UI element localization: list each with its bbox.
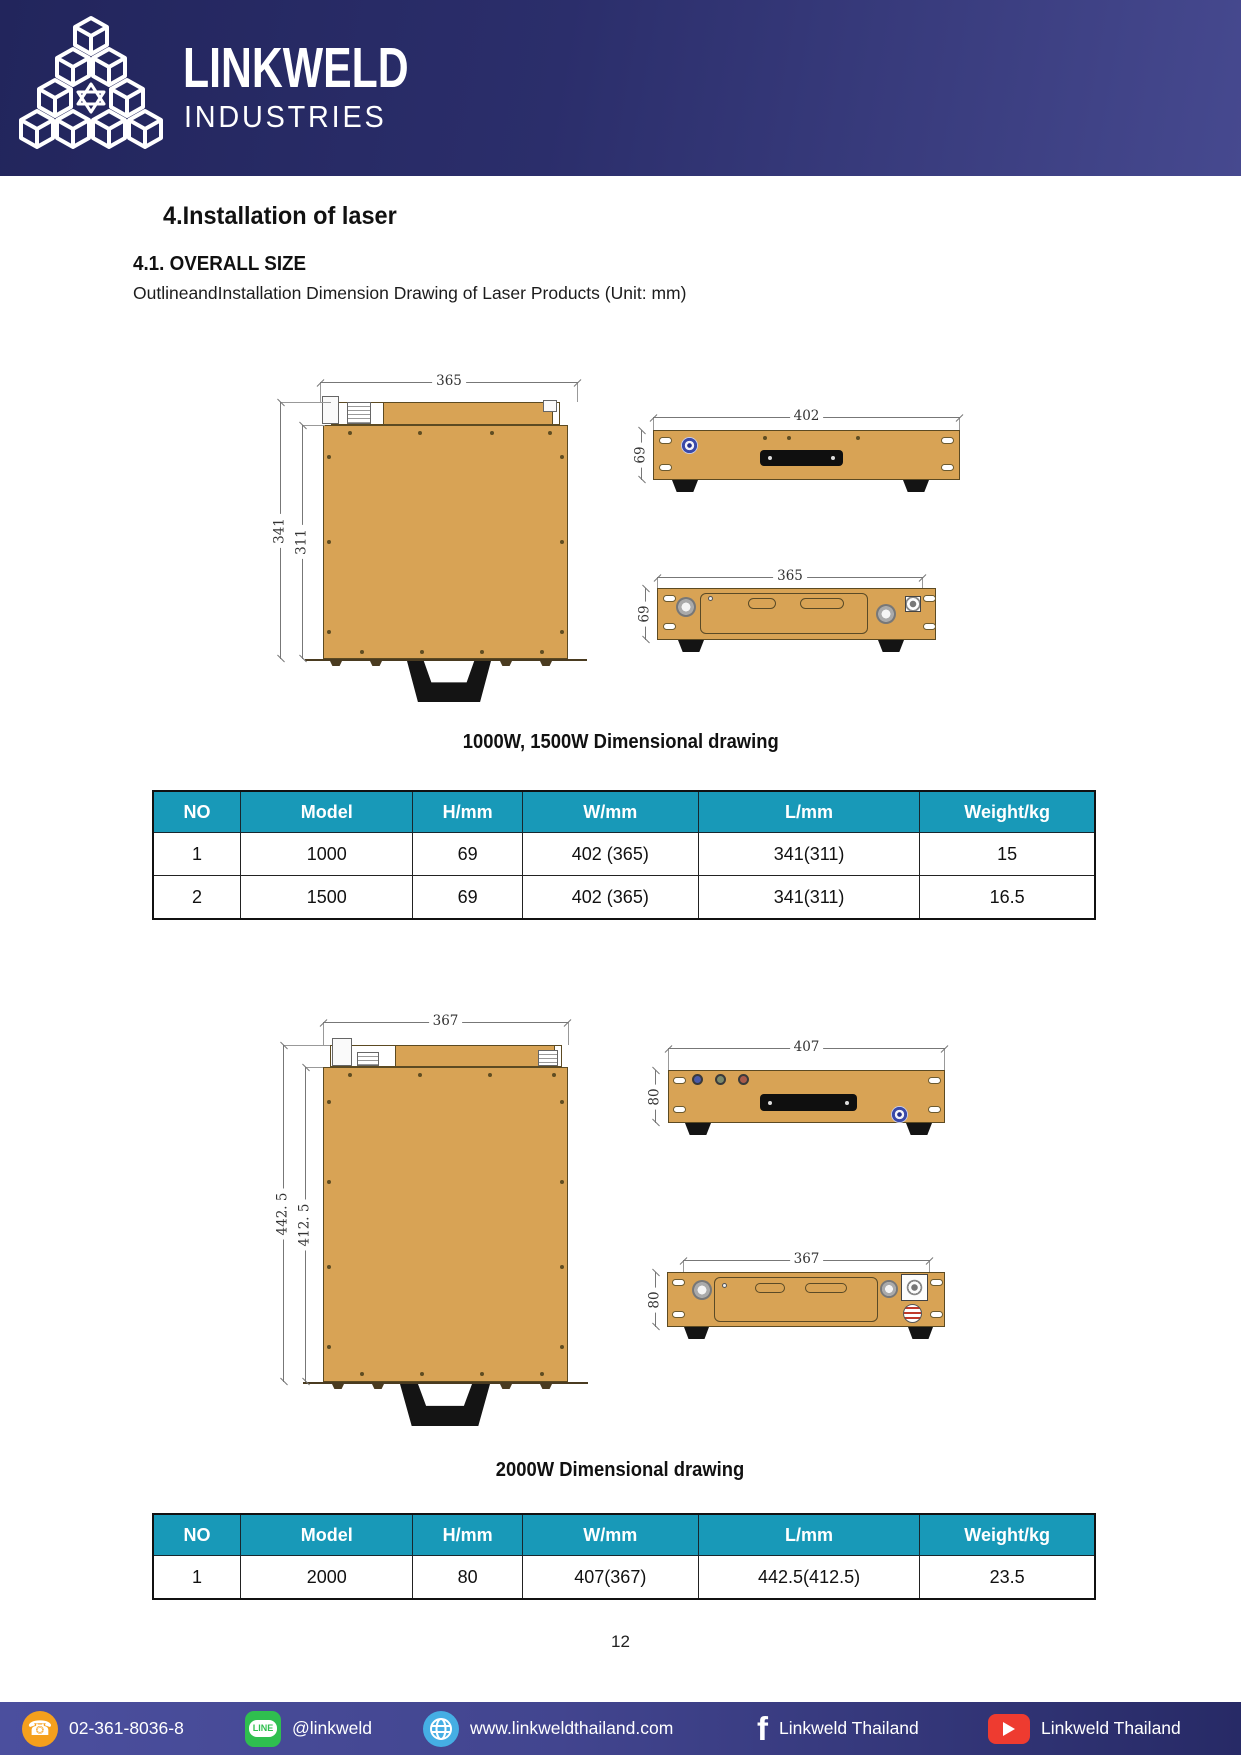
col-header-w: W/mm: [522, 1514, 698, 1556]
screw-dot: [418, 1073, 422, 1077]
rubber-foot: [672, 480, 698, 492]
mounting-slot: [923, 623, 936, 630]
dim-line-top-length-inner: [293, 425, 310, 659]
youtube-icon: [988, 1714, 1030, 1744]
screw-dot: [787, 436, 791, 440]
screw-dot: [360, 1372, 364, 1376]
dim-line-front-width: [653, 407, 960, 424]
fiber-connector-icon: [692, 1280, 712, 1300]
extension-line: [281, 402, 331, 403]
bracket-component: [332, 1038, 352, 1066]
rubber-foot: [684, 1327, 709, 1339]
col-header-no: NO: [153, 791, 241, 833]
intro-text: OutlineandInstallation Dimension Drawing of Laser Products (Unit: mm): [133, 283, 687, 303]
col-header-weight: Weight/kg: [920, 791, 1095, 833]
screw-dot: [540, 650, 544, 654]
mounting-slot: [659, 464, 672, 471]
carry-handle: [400, 1384, 490, 1426]
indicator-light-icon: [715, 1074, 726, 1085]
footer-phone: [22, 1702, 184, 1755]
drawing1-caption: [0, 731, 1241, 754]
connector-component: [347, 402, 371, 424]
screw-dot: [763, 436, 767, 440]
table-header-row: [153, 791, 1095, 833]
caption-text: 1000W, 1500W Dimensional drawing: [462, 731, 779, 753]
screw-dot: [560, 630, 564, 634]
extension-line: [284, 1045, 330, 1046]
dim-label: 341: [273, 514, 288, 548]
mounting-slot: [928, 1106, 941, 1113]
cell: 1: [153, 833, 241, 876]
screw-dot: [560, 1345, 564, 1349]
dim-line-top-width: [323, 1012, 568, 1029]
dim-line-front-width: [668, 1038, 945, 1055]
mounting-slot: [941, 437, 954, 444]
mounting-slot: [672, 1311, 685, 1318]
table-row: [153, 876, 1095, 920]
screw-dot: [418, 431, 422, 435]
facebook-icon: f: [757, 1710, 768, 1747]
indicator-light-icon: [692, 1074, 703, 1085]
screw-dot: [420, 650, 424, 654]
section-title: 4.Installation of laser: [163, 202, 397, 230]
col-header-weight: Weight/kg: [920, 1514, 1095, 1556]
cell: 1500: [241, 876, 413, 920]
screw-dot: [327, 1180, 331, 1184]
foot-tab: [540, 661, 552, 666]
recessed-handle: [760, 1094, 857, 1111]
spec-table-2000w: [152, 1513, 1096, 1600]
dim-line-top-width: [320, 372, 578, 389]
screw-dot: [420, 1372, 424, 1376]
col-header-model: Model: [241, 791, 413, 833]
dim-line-top-length-outer: [274, 1045, 291, 1382]
laser-top-view-body: [323, 1067, 568, 1382]
rubber-foot: [878, 640, 904, 652]
phone-icon: ☎: [22, 1711, 58, 1747]
indicator-dot: [722, 1283, 727, 1288]
extension-line: [577, 382, 578, 402]
foot-tab: [540, 1384, 552, 1389]
foot-tab: [372, 1384, 384, 1389]
header-band: [0, 0, 1241, 176]
screw-dot: [560, 1100, 564, 1104]
cell: 1: [153, 1556, 241, 1600]
foot-tab: [500, 661, 512, 666]
footer-facebook-text: Linkweld Thailand: [779, 1718, 919, 1738]
table-header-row: [153, 1514, 1095, 1556]
round-connector-icon: [880, 1280, 898, 1298]
dim-line-front-height: [632, 430, 649, 480]
dim-line-top-length-outer: [271, 402, 288, 659]
power-connector-icon: [891, 1106, 908, 1123]
rubber-foot: [903, 480, 929, 492]
dsub-connector: [800, 598, 844, 609]
mounting-slot: [663, 623, 676, 630]
screw-dot: [327, 1265, 331, 1269]
screw-dot: [560, 1265, 564, 1269]
square-connector-icon: [905, 596, 921, 612]
extension-line: [944, 1048, 945, 1070]
subsection-title: 4.1. OVERALL SIZE: [133, 253, 307, 275]
page-number: 12: [611, 1632, 630, 1651]
foot-tab: [330, 661, 342, 666]
footer-line-text: @linkweld: [292, 1718, 373, 1738]
dsub-connector: [748, 598, 776, 609]
screw-dot: [560, 455, 564, 459]
screw-dot: [480, 650, 484, 654]
dim-label: 367: [429, 1014, 463, 1029]
linkweld-logo-icon: [16, 10, 166, 168]
col-header-no: NO: [153, 1514, 241, 1556]
footer-website: [423, 1702, 673, 1755]
dim-label: 442. 5: [276, 1188, 291, 1239]
mounting-slot: [663, 595, 676, 602]
extension-line: [303, 425, 325, 426]
screw-dot: [560, 1180, 564, 1184]
recessed-panel: [714, 1277, 878, 1322]
dim-label: 80: [648, 1084, 663, 1109]
mounting-slot: [673, 1077, 686, 1084]
mounting-slot: [928, 1077, 941, 1084]
col-header-h: H/mm: [413, 791, 522, 833]
indicator-light-icon: [738, 1074, 749, 1085]
table-row: [153, 833, 1095, 876]
square-connector-icon: [901, 1274, 928, 1301]
drawing2-caption: [0, 1459, 1241, 1482]
dim-line-back-height: [646, 1272, 663, 1327]
base-line: [303, 1382, 588, 1384]
small-component: [543, 400, 557, 412]
screw-dot: [552, 1073, 556, 1077]
mounting-slot: [923, 595, 936, 602]
dim-label: 311: [295, 525, 310, 559]
brand-subtitle: INDUSTRIES: [184, 99, 387, 134]
cell: 442.5(412.5): [698, 1556, 919, 1600]
caption-text: 2000W Dimensional drawing: [496, 1459, 745, 1481]
line-icon: [245, 1711, 281, 1747]
dsub-connector: [755, 1283, 785, 1293]
cell: 69: [413, 833, 522, 876]
col-header-h: H/mm: [413, 1514, 522, 1556]
mounting-slot: [673, 1106, 686, 1113]
footer-line: [245, 1702, 372, 1755]
cell: 341(311): [698, 876, 919, 920]
cell: 1000: [241, 833, 413, 876]
foot-tab: [370, 661, 382, 666]
mounting-slot: [930, 1311, 943, 1318]
footer-website-text: www.linkweldthailand.com: [470, 1718, 674, 1738]
cell: 69: [413, 876, 522, 920]
dsub-connector: [805, 1283, 847, 1293]
footer-phone-text: 02-361-8036-8: [69, 1718, 184, 1738]
footer-bar: [0, 1702, 1241, 1755]
cell: 402 (365): [522, 833, 698, 876]
brand-name: LINKWELD: [183, 36, 409, 100]
recessed-handle: [760, 450, 843, 466]
connector-component: [538, 1050, 558, 1066]
globe-icon: [423, 1711, 459, 1747]
col-header-model: Model: [241, 1514, 413, 1556]
star-icon: [78, 84, 104, 112]
screw-dot: [488, 1073, 492, 1077]
cell: 16.5: [920, 876, 1095, 920]
footer-facebook: [757, 1702, 919, 1755]
mounting-slot: [930, 1279, 943, 1286]
cell: 15: [920, 833, 1095, 876]
screw-dot: [548, 431, 552, 435]
dim-label: 365: [432, 374, 466, 389]
mounting-slot: [672, 1279, 685, 1286]
dim-label: 80: [648, 1287, 663, 1312]
screw-dot: [348, 431, 352, 435]
rubber-foot: [685, 1123, 711, 1135]
bracket-component: [322, 396, 339, 424]
table-row: [153, 1556, 1095, 1600]
footer-youtube-text: Linkweld Thailand: [1041, 1718, 1181, 1738]
laser-top-block: [383, 402, 553, 425]
extension-line: [306, 1067, 323, 1068]
dim-label: 402: [790, 409, 824, 424]
extension-line: [668, 1048, 669, 1070]
laser-top-block: [395, 1045, 555, 1067]
keyswitch-connector-icon: [903, 1304, 922, 1323]
mounting-slot: [659, 437, 672, 444]
cell: 80: [413, 1556, 522, 1600]
extension-line: [320, 382, 321, 402]
dim-label: 69: [638, 601, 653, 626]
screw-dot: [560, 540, 564, 544]
dim-line-front-height: [646, 1070, 663, 1123]
col-header-l: L/mm: [698, 1514, 919, 1556]
dim-line-back-height: [636, 588, 653, 640]
cell: 23.5: [920, 1556, 1095, 1600]
screw-dot: [856, 436, 860, 440]
rubber-foot: [908, 1327, 933, 1339]
carry-handle: [407, 661, 491, 702]
fiber-connector-icon: [676, 597, 696, 617]
cell: 341(311): [698, 833, 919, 876]
foot-tab: [332, 1384, 344, 1389]
col-header-w: W/mm: [522, 791, 698, 833]
foot-tab: [500, 1384, 512, 1389]
dim-label: 367: [790, 1252, 824, 1267]
dim-label: 412. 5: [298, 1199, 313, 1250]
dim-line-back-width: [683, 1250, 930, 1267]
mounting-slot: [941, 464, 954, 471]
screw-dot: [327, 455, 331, 459]
dial-connector-icon: [876, 604, 896, 624]
power-connector-icon: [681, 437, 698, 454]
col-header-l: L/mm: [698, 791, 919, 833]
line-icon-text: LINE: [249, 1720, 278, 1737]
screw-dot: [540, 1372, 544, 1376]
cell: 407(367): [522, 1556, 698, 1600]
dim-line-top-length-inner: [296, 1067, 313, 1382]
screw-dot: [348, 1073, 352, 1077]
rubber-foot: [678, 640, 704, 652]
screw-dot: [327, 1100, 331, 1104]
spec-table-1000w-1500w: [152, 790, 1096, 920]
base-line: [305, 659, 587, 661]
dim-line-back-width: [657, 567, 923, 584]
cell: 2000: [241, 1556, 413, 1600]
dim-label: 69: [634, 442, 649, 467]
extension-line: [323, 1022, 324, 1045]
cell: 2: [153, 876, 241, 920]
screw-dot: [327, 1345, 331, 1349]
screw-dot: [327, 630, 331, 634]
rubber-foot: [906, 1123, 932, 1135]
screw-dot: [480, 1372, 484, 1376]
connector-component: [357, 1052, 379, 1066]
dim-label: 365: [773, 569, 807, 584]
screw-dot: [360, 650, 364, 654]
cell: 402 (365): [522, 876, 698, 920]
laser-top-view-body: [323, 425, 568, 659]
dim-label: 407: [790, 1040, 824, 1055]
footer-youtube: [988, 1702, 1181, 1755]
screw-dot: [490, 431, 494, 435]
extension-line: [568, 1022, 569, 1045]
screw-dot: [327, 540, 331, 544]
